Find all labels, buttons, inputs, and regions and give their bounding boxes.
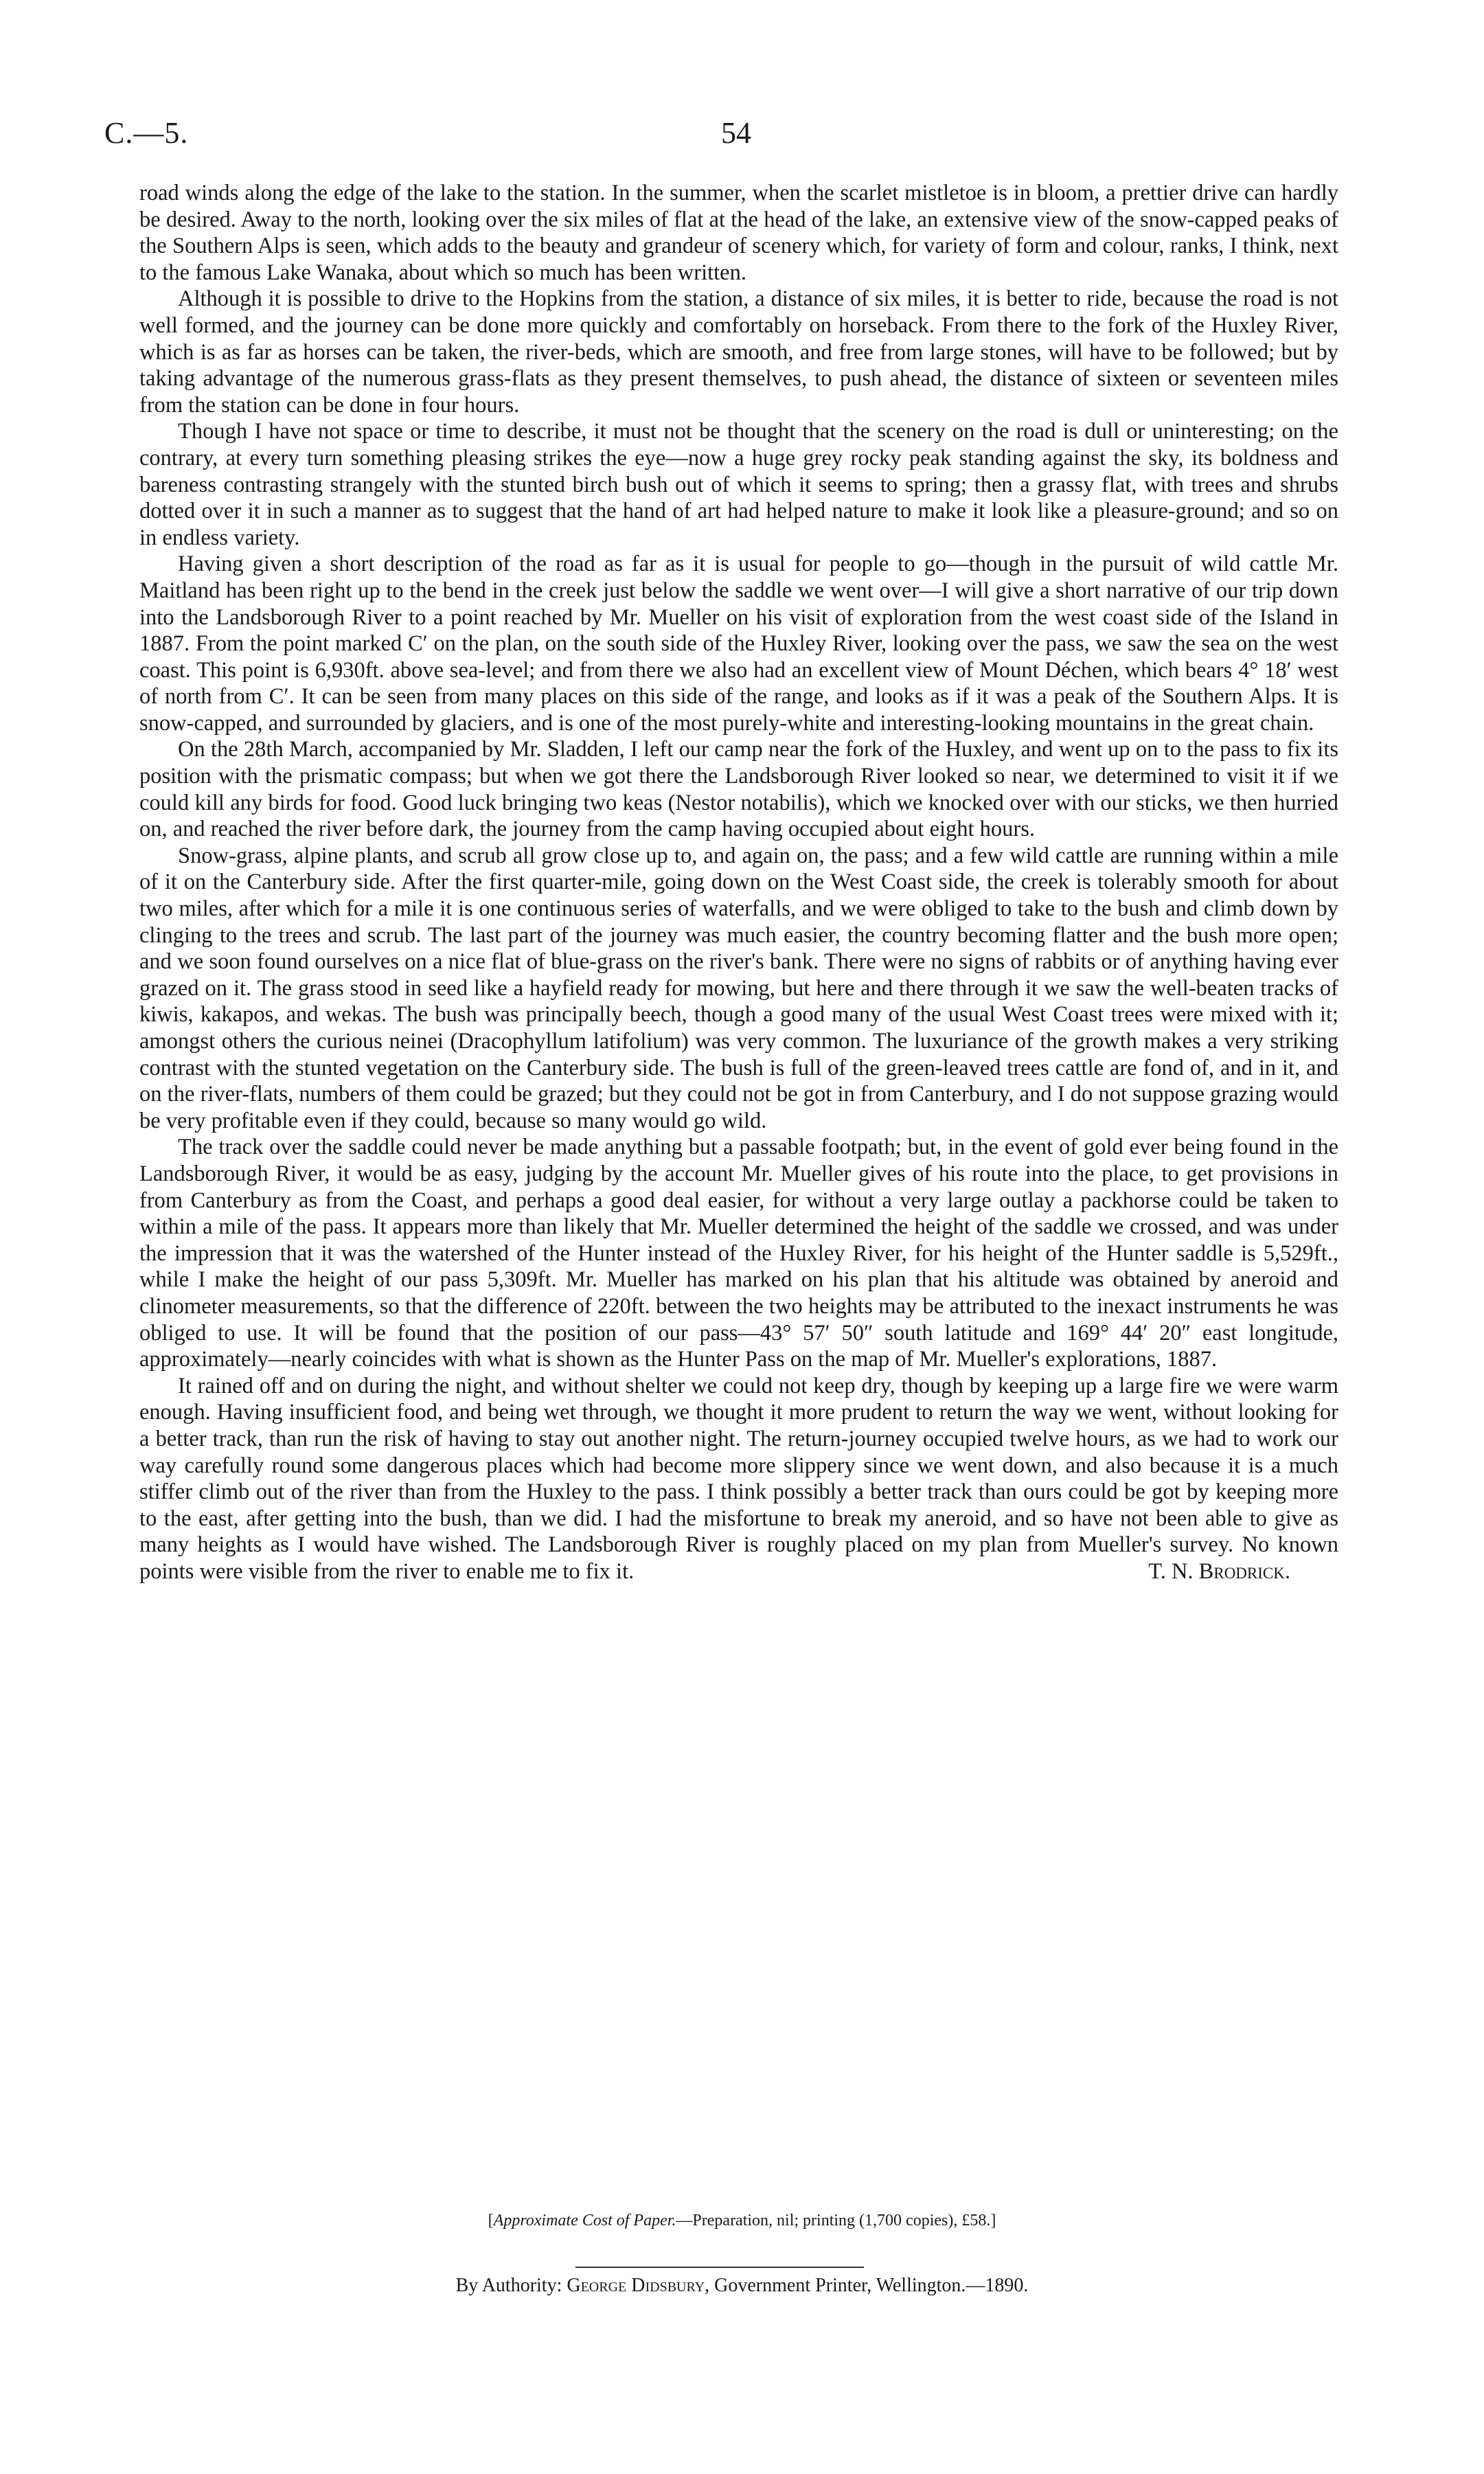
divider bbox=[575, 2267, 864, 2268]
cost-note-label: Approximate Cost of Paper. bbox=[493, 2212, 676, 2229]
signature: T. N. Brodrick. bbox=[1148, 1558, 1290, 1584]
printer-name: George Didsbury bbox=[567, 2275, 705, 2296]
paragraph: On the 28th March, accompanied by Mr. Sladden, I left our camp near the fork of the Huxley, and went up on to the pass to fix its position with the prismatic compass; but when we got there the Landsborough River looked so near, we determined to visit it if we could kill any birds for food. Good luck bringing two keas (Nestor notabilis), which we knocked over with our sticks, we then hurried on, and reached the river before dark, the journey from the camp having occupied about eight hours. bbox=[139, 737, 1338, 842]
paragraph: Having given a short description of the road as far as it is usual for people to go—though in the pursuit of wild cattle Mr. Maitland has been right up to the bend in the creek just below the saddle we went over—I will give a short narrative of our trip down into the Landsborough River to a point reached by Mr. Mueller on his visit of exploration from the west coast side of the Island in 1887. From the point marked C′ on the plan, on the south side of the Huxley River, looking over the pass, we saw the sea on the west coast. This point is 6,930ft. above sea-level; and from there we also had an excellent view of Mount Déchen, which bears 4° 18′ west of north from C′. It can be seen from many places on this side of the range, and looks as if it was a peak of the Southern Alps. It is snow-capped, and surrounded by glaciers, and is one of the most purely-white and interesting-looking mountains in the great chain. bbox=[139, 552, 1338, 736]
paragraph: Although it is possible to drive to the Hopkins from the station, a distance of six miles, it is better to ride, because the road is not well formed, and the journey can be done more quickly and comfortably on horseback. From there to the fork of the Huxley River, which is as far as horses can be taken, the river-beds, which are smooth, and free from large stones, will have to be followed; but by taking advantage of the numerous grass-flats as they present themselves, to push ahead, the distance of sixteen or seventeen miles from the station can be done in four hours. bbox=[139, 286, 1338, 418]
imprint-suffix: , Government Printer, Wellington.—1890. bbox=[705, 2275, 1029, 2296]
imprint-prefix: By Authority: bbox=[455, 2275, 567, 2296]
paragraph-text: It rained off and on during the night, and without shelter we could not keep dry, though by keeping up a large fire we were warm enough. Having insufficient food, and being wet through, we thought it more prudent to return the way we went, without looking for a better track, than run the risk of having to stay out another night. The return-journey occupied twelve hours, as we had to work our way carefully round some dangerous places which had become more slippery since we went down, and also because it is a much stiffer climb out of the river than from the Huxley to the pass. I think possibly a better track than ours could be got by keeping more to the east, after getting into the bush, than we did. I had the misfortune to break my aneroid, and so have not been able to give as many heights as I would have wished. The Landsborough River is roughly placed on my plan from Mueller's survey. No known points were visible from the river to enable me to fix it. bbox=[139, 1373, 1338, 1584]
printer-imprint bbox=[0, 2275, 1484, 2297]
paragraph: Though I have not space or time to describe, it must not be thought that the scenery on the road is dull or uninteresting; on the contrary, at every turn something pleasing strikes the eye—now a huge grey rocky peak standing against the sky, its boldness and bareness contrasting strangely with the stunted birch bush out of which it seems to spring; then a grassy flat, with trees and shrubs dotted over it in such a manner as to suggest that the hand of art had helped nature to make it look like a pleasure-ground; and so on in endless variety. bbox=[139, 419, 1338, 550]
page-number: 54 bbox=[721, 116, 751, 150]
paragraph: The track over the saddle could never be made anything but a passable footpath; but, in the event of gold ever being found in the Landsborough River, it would be as easy, judging by the account Mr. Mueller gives of his route into the place, to get provisions in from Canterbury as from the Coast, and perhaps a good deal easier, for without a very large outlay a packhorse could be taken to within a mile of the pass. It appears more than likely that Mr. Mueller determined the height of the saddle we crossed, and was under the impression that it was the watershed of the Hunter instead of the Huxley River, for his height of the Hunter saddle is 5,529ft., while I make the height of our pass 5,309ft. Mr. Mueller has marked on his plan that his altitude was obtained by aneroid and clinometer measurements, so that the difference of 220ft. between the two heights may be attributed to the inexact instruments he was obliged to use. It will be found that the position of our pass—43° 57′ 50″ south latitude and 169° 44′ 20″ east longitude, approximately—nearly coincides with what is shown as the Hunter Pass on the map of Mr. Mueller's explorations, 1887. bbox=[139, 1135, 1338, 1372]
cost-note: [Approximate Cost of Paper.—Preparation, nil; printing (1,700 copies), £58.] bbox=[488, 2212, 996, 2229]
cost-note-details: —Preparation, nil; printing (1,700 copies), £58. bbox=[676, 2212, 991, 2229]
page-header bbox=[104, 115, 1360, 157]
paragraph: road winds along the edge of the lake to the station. In the summer, when the scarlet mistletoe is in bloom, a prettier drive can hardly be desired. Away to the north, looking over the six miles of flat at the head of the lake, an extensive view of the snow-capped peaks of the Southern Alps is seen, which adds to the beauty and grandeur of scenery which, for variety of form and colour, ranks, I think, next to the famous Lake Wanaka, about which so much has been written. bbox=[139, 181, 1338, 285]
paragraph-with-signature bbox=[139, 1373, 1338, 1585]
paragraph: Snow-grass, alpine plants, and scrub all grow close up to, and again on, the pass; and a few wild cattle are running within a mile of it on the Canterbury side. After the first quarter-mile, going down on the West Coast side, the creek is tolerably smooth for about two miles, after which for a mile it is one continuous series of waterfalls, and we were obliged to take to the bush and climb down by clinging to the trees and scrub. The last part of the journey was much easier, the country becoming flatter and the bush more open; and we soon found ourselves on a nice flat of blue-grass on the river's bank. There were no signs of rabbits or of anything having ever grazed on it. The grass stood in seed like a hayfield ready for mowing, but here and there through it we saw the well-beaten tracks of kiwis, kakapos, and wekas. The bush was principally beech, though a good many of the usual West Coast trees were mixed with it; amongst others the curious neinei (Dracophyllum latifolium) was very common. The luxuriance of the growth makes a very striking contrast with the stunted vegetation on the Canterbury side. The bush is full of the green-leaved trees cattle are fond of, and in it, and on the river-flats, numbers of them could be grazed; but they could not be got in from Canterbury, and I do not suppose grazing would be very profitable even if they could, because so many would go wild. bbox=[139, 843, 1338, 1133]
body-text bbox=[139, 180, 1338, 1585]
document-id: C.—5. bbox=[104, 116, 189, 150]
